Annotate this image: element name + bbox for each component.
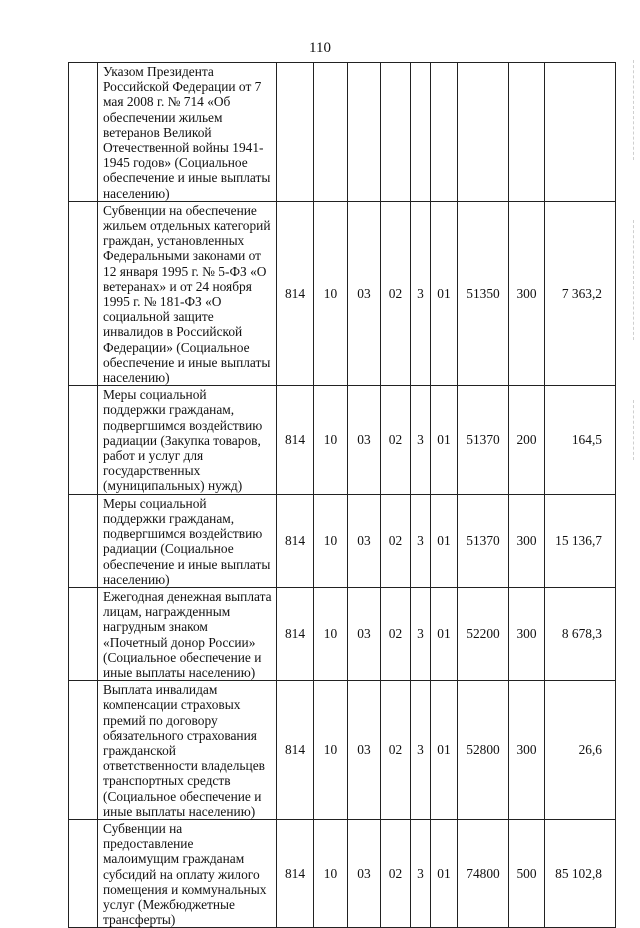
row-number-cell — [69, 681, 98, 820]
page-number: 110 — [309, 40, 331, 56]
table-row — [69, 819, 616, 927]
pr-cell: 03 — [348, 386, 381, 494]
pr-cell: 03 — [348, 819, 381, 927]
csr-direction-cell: 51370 — [458, 386, 509, 494]
gr-cell: 814 — [277, 386, 314, 494]
table-body — [69, 63, 616, 928]
csr-program-cell: 02 — [381, 681, 411, 820]
row-number-cell — [69, 386, 98, 494]
scan-edge-mark — [633, 220, 635, 340]
table-row — [69, 201, 616, 385]
csr-subprogram-cell: 3 — [411, 494, 431, 587]
vr-cell: 300 — [509, 201, 545, 385]
vr-cell: 500 — [509, 819, 545, 927]
description-cell: Указом Президента Российской Федерации от 7 мая 2008 г. № 714 «Об обеспечении жильем ветеранов Великой Отечественной войны 1941-1945 годов» (Социальное обеспечение и иные выплаты населению) — [98, 63, 277, 202]
scan-edge-mark — [633, 400, 635, 460]
csr-program-cell — [381, 63, 411, 202]
vr-cell: 300 — [509, 681, 545, 820]
csr-direction-cell: 52800 — [458, 681, 509, 820]
gr-cell: 814 — [277, 819, 314, 927]
vr-cell — [509, 63, 545, 202]
description-cell: Ежегодная денежная выплата лицам, награжденным нагрудным знаком «Почетный донор России» (Социальное обеспечение и иные выплаты населению) — [98, 587, 277, 680]
csr-subprogram-cell — [411, 63, 431, 202]
gr-cell — [277, 63, 314, 202]
scan-edge-mark — [633, 60, 635, 160]
csr-program-cell: 02 — [381, 494, 411, 587]
amount-cell: 8 678,3 — [545, 587, 616, 680]
rz-cell: 10 — [314, 386, 348, 494]
pr-cell — [348, 63, 381, 202]
pr-cell: 03 — [348, 587, 381, 680]
csr-program-cell: 02 — [381, 587, 411, 680]
csr-event-cell: 01 — [431, 587, 458, 680]
csr-subprogram-cell: 3 — [411, 819, 431, 927]
csr-direction-cell: 74800 — [458, 819, 509, 927]
table-row — [69, 681, 616, 820]
amount-cell — [545, 63, 616, 202]
description-cell: Субвенции на предоставление малоимущим гражданам субсидий на оплату жилого помещения и коммунальных услуг (Межбюджетные трансферты) — [98, 819, 277, 927]
gr-cell: 814 — [277, 587, 314, 680]
csr-program-cell: 02 — [381, 819, 411, 927]
vr-cell: 200 — [509, 386, 545, 494]
amount-cell: 26,6 — [545, 681, 616, 820]
row-number-cell — [69, 819, 98, 927]
gr-cell: 814 — [277, 494, 314, 587]
pr-cell: 03 — [348, 201, 381, 385]
rz-cell — [314, 63, 348, 202]
budget-table — [68, 62, 616, 928]
rz-cell: 10 — [314, 587, 348, 680]
rz-cell: 10 — [314, 494, 348, 587]
csr-direction-cell: 52200 — [458, 587, 509, 680]
vr-cell: 300 — [509, 587, 545, 680]
amount-cell: 7 363,2 — [545, 201, 616, 385]
row-number-cell — [69, 587, 98, 680]
csr-event-cell: 01 — [431, 386, 458, 494]
description-cell: Выплата инвалидам компенсации страховых премий по договору обязательного страхования гражданской ответственности владельцев транспортных средств (Социальное обеспечение и иные выплаты населению) — [98, 681, 277, 820]
table-row — [69, 494, 616, 587]
vr-cell: 300 — [509, 494, 545, 587]
csr-program-cell: 02 — [381, 386, 411, 494]
row-number-cell — [69, 63, 98, 202]
row-number-cell — [69, 201, 98, 385]
gr-cell: 814 — [277, 681, 314, 820]
csr-direction-cell — [458, 63, 509, 202]
csr-event-cell: 01 — [431, 681, 458, 820]
table-row — [69, 63, 616, 202]
amount-cell: 15 136,7 — [545, 494, 616, 587]
description-cell: Меры социальной поддержки гражданам, подвергшимся воздействию радиации (Закупка товаров, работ и услуг для государственных (муниципальных) нужд) — [98, 386, 277, 494]
csr-event-cell — [431, 63, 458, 202]
csr-event-cell: 01 — [431, 494, 458, 587]
csr-program-cell: 02 — [381, 201, 411, 385]
csr-subprogram-cell: 3 — [411, 587, 431, 680]
csr-direction-cell: 51350 — [458, 201, 509, 385]
description-cell: Меры социальной поддержки гражданам, подвергшимся воздействию радиации (Социальное обеспечение и иные выплаты населению) — [98, 494, 277, 587]
amount-cell: 164,5 — [545, 386, 616, 494]
rz-cell: 10 — [314, 681, 348, 820]
csr-direction-cell: 51370 — [458, 494, 509, 587]
rz-cell: 10 — [314, 201, 348, 385]
amount-cell: 85 102,8 — [545, 819, 616, 927]
pr-cell: 03 — [348, 494, 381, 587]
csr-subprogram-cell: 3 — [411, 681, 431, 820]
gr-cell: 814 — [277, 201, 314, 385]
pr-cell: 03 — [348, 681, 381, 820]
description-cell: Субвенции на обеспечение жильем отдельных категорий граждан, установленных Федеральными законами от 12 января 1995 г. № 5-ФЗ «О ветеранах» и от 24 ноября 1995 г. № 181-ФЗ «О социальной защите инвалидов в Российской Федерации» (Социальное обеспечение и иные выплаты населению) — [98, 201, 277, 385]
table-row — [69, 386, 616, 494]
rz-cell: 10 — [314, 819, 348, 927]
row-number-cell — [69, 494, 98, 587]
table-row — [69, 587, 616, 680]
csr-event-cell: 01 — [431, 819, 458, 927]
csr-subprogram-cell: 3 — [411, 386, 431, 494]
csr-event-cell: 01 — [431, 201, 458, 385]
csr-subprogram-cell: 3 — [411, 201, 431, 385]
